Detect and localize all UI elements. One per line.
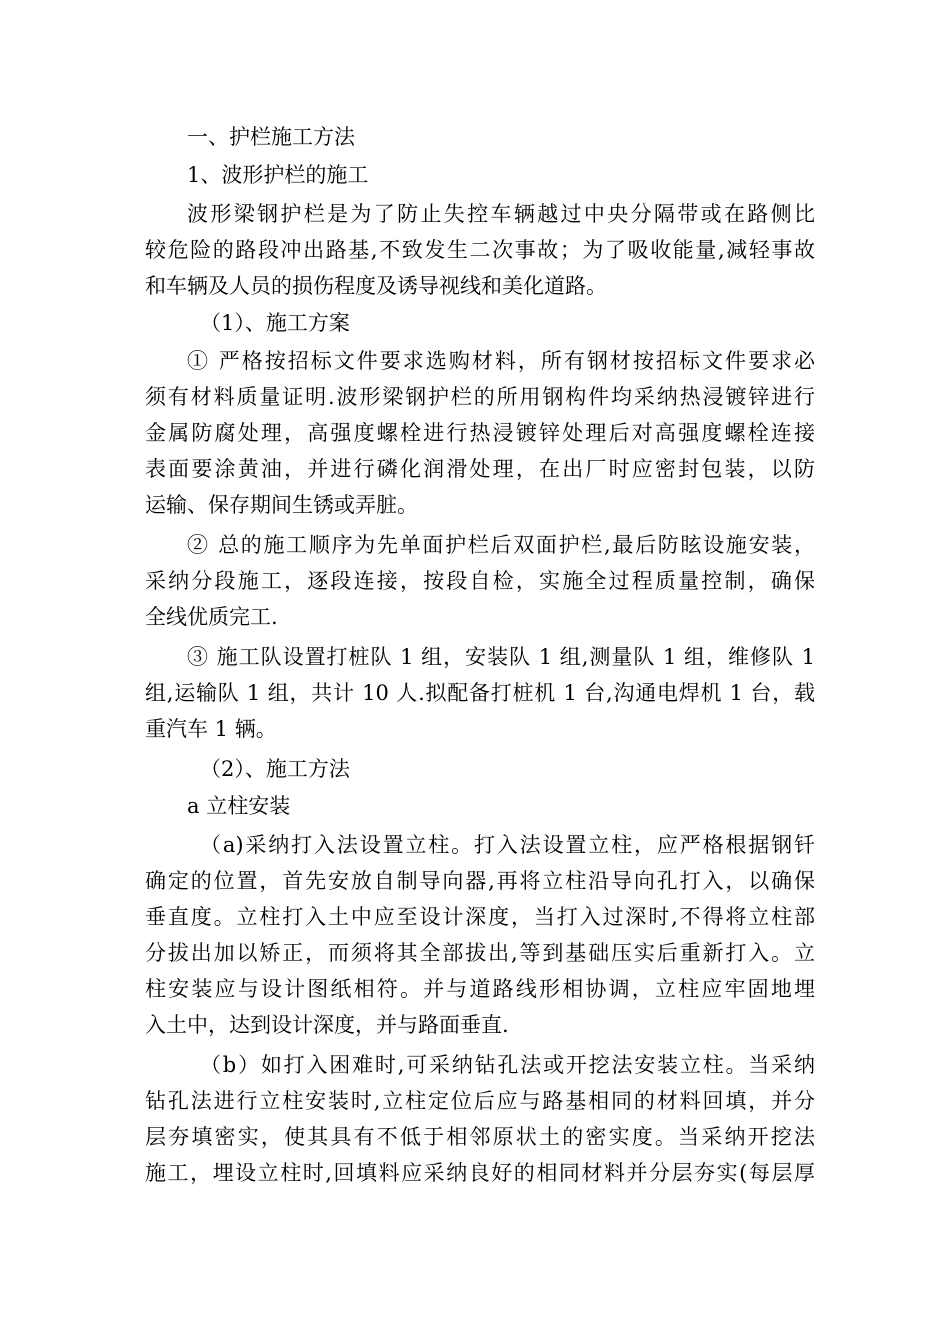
section-construction-method: （2）、施工方法 [200,757,350,781]
item1-line: ① 严格按招标文件要求选购材料，所有钢材按招标文件要求必 [187,349,815,373]
para-a-line: 柱安装应与设计图纸相符。并与道路线形相协调，立柱应牢固地埋 [145,977,815,1001]
item3-line: 组,运输队 1 组，共计 10 人.拟配备打桩机 1 台,沟通电焊机 1 台，载 [145,681,815,705]
item2-line: 采纳分段施工，逐段连接，按段自检，实施全过程质量控制，确保 [145,569,815,593]
item1-line: 须有材料质量证明.波形梁钢护栏的所用钢构件均采纳热浸镀锌进行 [145,385,815,409]
section-construction-plan: （1）、施工方案 [200,311,350,335]
para-b-line: 施工，埋设立柱时,回填料应采纳良好的相同材料并分层夯实(每层厚 [145,1161,815,1185]
heading-wave-guardrail: 1、波形护栏的施工 [187,163,369,187]
item1-line: 运输、保存期间生锈或弄脏。 [145,493,418,517]
para-a-line: 分拔出加以矫正，而须将其全部拔出,等到基础压实后重新打入。立 [145,941,815,965]
para-b-line: 层夯填密实，使其具有不低于相邻原状土的密实度。当采纳开挖法 [145,1125,815,1149]
para-a-line: （a)采纳打入法设置立柱。打入法设置立柱，应严格根据钢钎 [200,833,815,857]
para-a-line: 确定的位置，首先安放自制导向器,再将立柱沿导向孔打入，以确保 [145,869,815,893]
intro-line: 波形梁钢护栏是为了防止失控车辆越过中央分隔带或在路侧比 [187,202,815,226]
para-b-line: （b）如打入困难时,可采纳钻孔法或开挖法安装立柱。当采纳 [200,1053,815,1077]
para-a-line: 垂直度。立柱打入土中应至设计深度，当打入过深时,不得将立柱部 [145,905,815,929]
item3-line: ③ 施工队设置打桩队 1 组，安装队 1 组,测量队 1 组，维修队 1 [187,645,815,669]
item1-line: 表面要涂黄油，并进行磷化润滑处理，在出厂时应密封包装，以防 [145,457,815,481]
item3-line: 重汽车 1 辆。 [145,717,277,741]
para-b-line: 钻孔法进行立柱安装时,立柱定位后应与路基相同的材料回填，并分 [145,1089,815,1113]
heading-guardrail-methods: 一、护栏施工方法 [187,125,355,149]
intro-line: 较危险的路段冲出路基,不致发生二次事故；为了吸收能量,减轻事故 [145,238,815,262]
subheading-column-install: a 立柱安装 [187,794,291,818]
intro-line: 和车辆及人员的损伤程度及诱导视线和美化道路。 [145,274,607,298]
item2-line: 全线优质完工. [145,605,278,629]
item2-line: ② 总的施工顺序为先单面护栏后双面护栏,最后防眩设施安装， [187,533,815,557]
para-a-line: 入土中，达到设计深度，并与路面垂直. [145,1013,509,1037]
item1-line: 金属防腐处理，高强度螺栓进行热浸镀锌处理后对高强度螺栓连接 [145,421,815,445]
